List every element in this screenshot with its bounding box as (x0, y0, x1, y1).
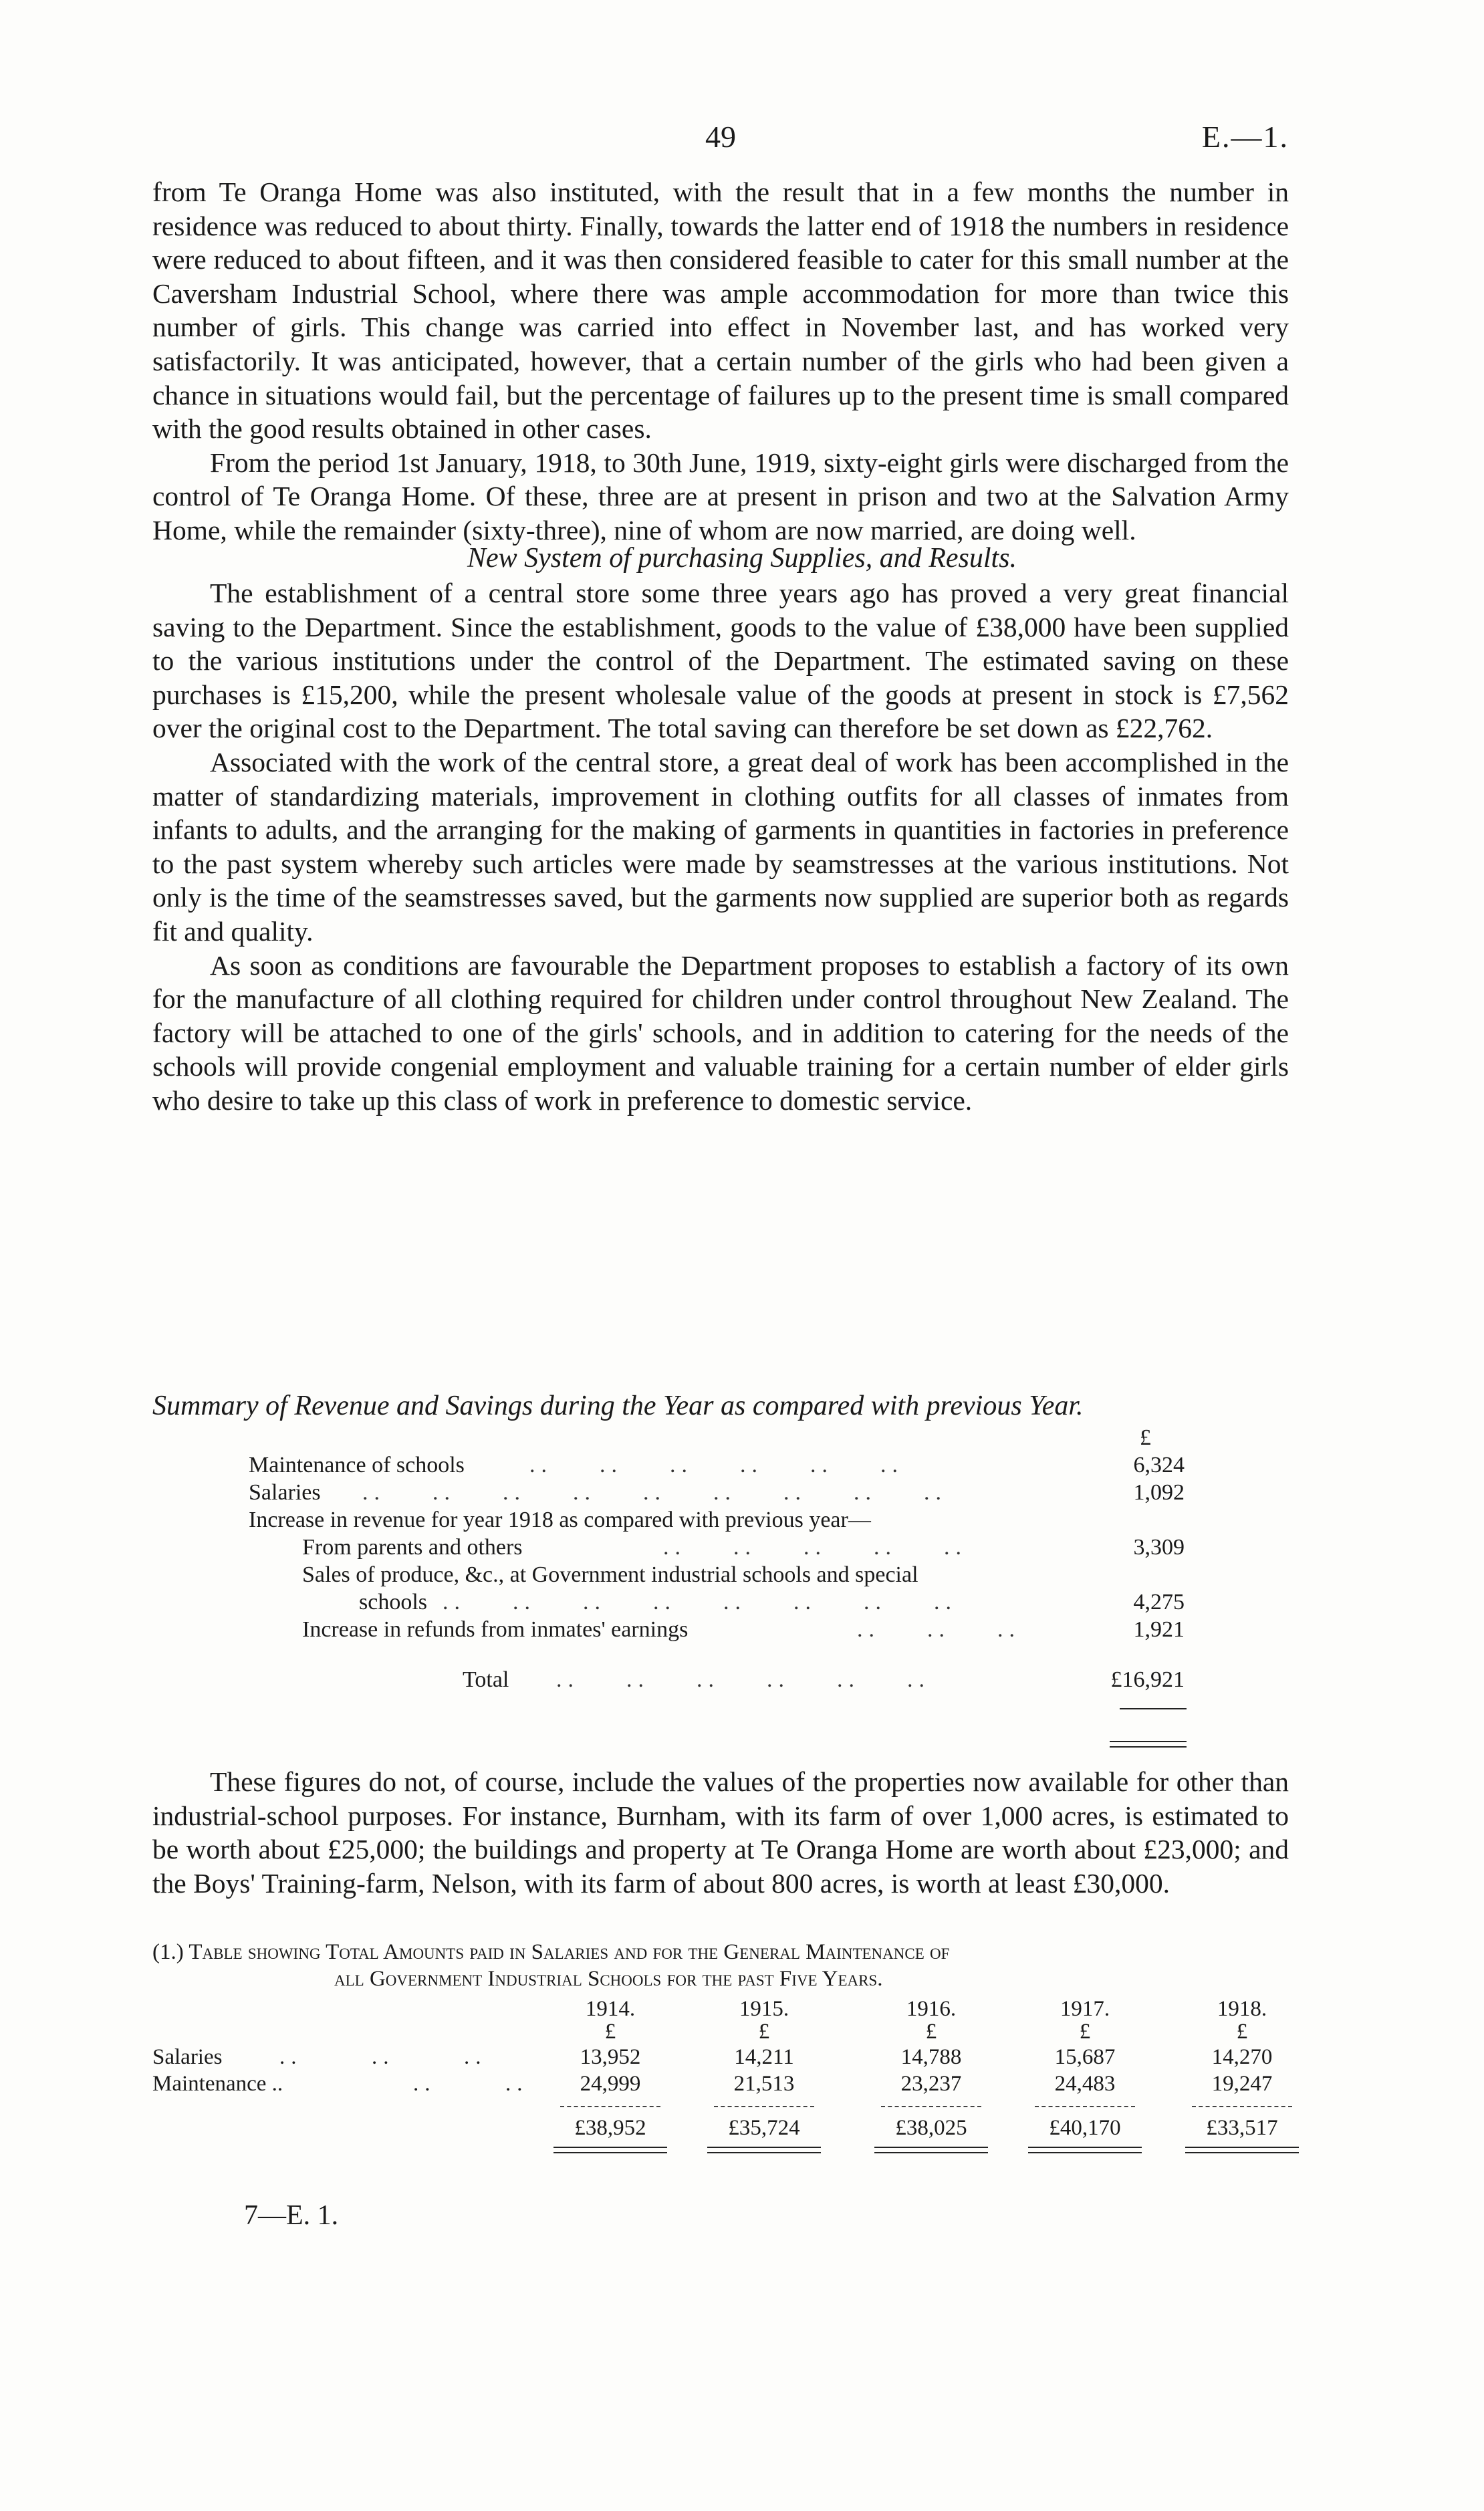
salaries-maintenance-table (152, 1996, 1289, 2209)
salaries-1914: 13,952 (580, 2045, 641, 2069)
year-header-1915: 1915. (739, 1997, 789, 2021)
row-label-salaries: Salaries .. .. .. (152, 2045, 487, 2069)
summary-subtotal-rule (1120, 1708, 1187, 1709)
unit-1914: £ (604, 2020, 616, 2044)
total-1914: £38,952 (574, 2116, 646, 2140)
unit-1916: £ (925, 2020, 937, 2044)
maintenance-1918: 19,247 (1211, 2072, 1273, 2096)
summary-revenue (249, 1424, 1185, 1693)
paragraph-central-store: The establishment of a central store some three years ago has proved a very great financial saving to the Department. Since the establishment, goods to the value of £38,000 have been supplied to the various institutions under the control of the Department. The estimated saving on these purchases is £15,200, while the present wholesale value of the goods at present in stock is £7,562 over the original cost to the Department. The total saving can therefore be set down as £22,762. (152, 578, 1289, 744)
salaries-1916: 14,788 (900, 2045, 962, 2069)
table-caption-line-1: (1.) Table showing Total Amounts paid in Salaries and for the General Maintenance of (152, 1940, 950, 1964)
unit-1918: £ (1236, 2020, 1248, 2044)
year-header-1914: 1914. (585, 1997, 636, 2021)
summary-total-double-rule (1110, 1741, 1187, 1748)
section-heading-summary: Summary of Revenue and Savings during the Year as compared with previous Year. (152, 1391, 1084, 1421)
salaries-1918: 14,270 (1211, 2045, 1273, 2069)
summary-row-maintenance: Maintenance of schools .. .. .. .. .. .. 6,324 (249, 1453, 1185, 1477)
summary-row-refunds: Increase in refunds from inmates' earnings .. .. .. 1,921 (302, 1617, 1185, 1642)
year-header-1918: 1918. (1217, 1997, 1267, 2021)
total-1915: £35,724 (728, 2116, 800, 2140)
summary-row-total: Total .. .. .. .. .. .. £16,921 (463, 1667, 1185, 1692)
unit-1915: £ (758, 2020, 770, 2044)
year-header-1916: 1916. (906, 1997, 957, 2021)
summary-increase-heading: Increase in revenue for year 1918 as compared with previous year— (249, 1508, 871, 1532)
table-caption-line-2: all Government Industrial Schools for the past Five Years. (334, 1967, 883, 1991)
salaries-1915: 14,211 (734, 2045, 794, 2069)
maintenance-1915: 21,513 (733, 2072, 795, 2096)
salaries-1917: 15,687 (1054, 2045, 1116, 2069)
maintenance-1914: 24,999 (580, 2072, 641, 2096)
summary-row-parents: From parents and others .. .. .. .. .. 3,309 (302, 1535, 1185, 1560)
body-text-bottom (152, 1765, 1289, 1900)
body-text-middle (152, 576, 1289, 1118)
paragraph-property-values: These figures do not, of course, include the values of the properties now available for other than industrial-school purposes. For instance, Burnham, with its farm of over 1,000 acres, is estimated to be worth about £25,000; the buildings and property at Te Oranga Home are worth about £23,000; and the Boys' Training-farm, Nelson, with its farm of about 800 acres, is worth at least £30,000. (152, 1766, 1289, 1899)
page-number: 49 (705, 120, 736, 154)
page-header (0, 119, 1484, 159)
year-header-1917: 1917. (1060, 1997, 1110, 2021)
paragraph-te-oranga: from Te Oranga Home was also instituted, with the result that in a few months the number in residence was reduced to about thirty. Finally, towards the latter end of 1918 the numbers in residence were reduced to about fifteen, and it was then considered feasible to cater for this small number at the Caversham Industrial School, where there was ample accommodation for more than twice this number of girls. This change was carried into effect in November last, and has worked very satisfactorily. It was anticipated, however, that a certain number of the girls who had been given a chance in situations would fail, but the percentage of failures up to the present time is small compared with the good results obtained in other cases. (152, 176, 1289, 445)
total-1916: £38,025 (895, 2116, 967, 2140)
summary-currency-unit: £ (1140, 1425, 1151, 1450)
document-reference: E.—1. (1201, 120, 1289, 154)
signature-mark: 7—E. 1. (244, 2200, 339, 2231)
summary-row-sales: Sales of produce, &c., at Government industrial schools and special (302, 1562, 918, 1587)
maintenance-1917: 24,483 (1054, 2072, 1116, 2096)
body-text-top (152, 175, 1289, 548)
summary-row-salaries: Salaries .. .. .. .. .. .. .. .. .. 1,092 (249, 1480, 1185, 1505)
total-1917: £40,170 (1049, 2116, 1121, 2140)
total-1918: £33,517 (1206, 2116, 1278, 2140)
row-label-maintenance: Maintenance .. .. .. (152, 2072, 529, 2096)
paragraph-factory: As soon as conditions are favourable the Department proposes to establish a factory of its own for the manufacture of all clothing required for children under control throughout New Zealand. The factory will be attached to one of the girls' schools, and in addition to catering for the needs of the schools will provide congenial employment and valuable training for a certain number of elder girls who desire to take up this class of work in preference to domestic service. (152, 949, 1289, 1116)
summary-row-sales-cont: schools .. .. .. .. .. .. .. .. 4,275 (359, 1590, 1185, 1615)
section-heading-supplies: New System of purchasing Supplies, and Results. (467, 543, 1017, 574)
paragraph-discharged-girls: From the period 1st January, 1918, to 30th June, 1919, sixty-eight girls were discharged from the control of Te Oranga Home. Of these, three are at present in prison and two at the Salvation Army Home, while the remainder (sixty-three), nine of whom are now married, are doing well. (152, 447, 1289, 546)
table-caption (152, 1939, 1289, 1992)
maintenance-1916: 23,237 (900, 2072, 962, 2096)
unit-1917: £ (1079, 2020, 1091, 2044)
paragraph-standardizing: Associated with the work of the central store, a great deal of work has been accomplished in the matter of standardizing materials, improvement in clothing outfits for all classes of inmates from infants to adults, and the arranging for the making of garments in quantities in factories in preference to the past system whereby such articles were made by seamstresses at the various institutions. Not only is the time of the seamstresses saved, but the garments now supplied are superior both as regards fit and quality. (152, 746, 1289, 947)
